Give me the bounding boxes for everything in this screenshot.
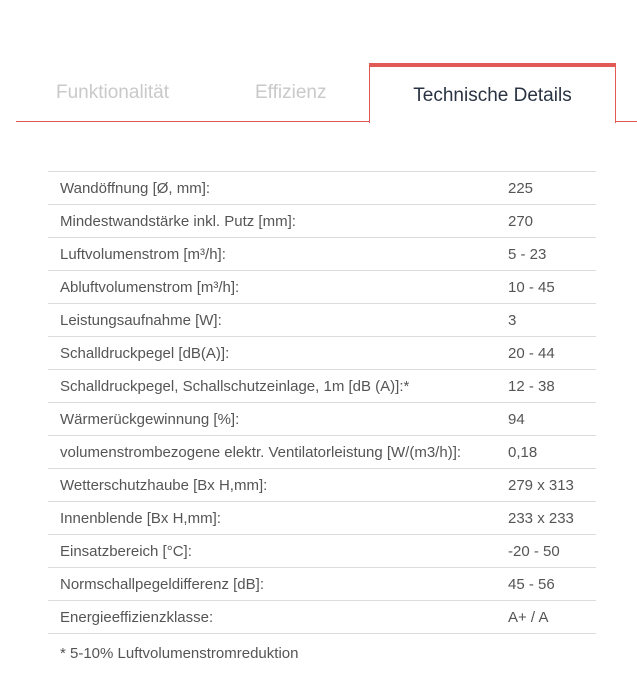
spec-value: 279 x 313 <box>508 469 596 502</box>
spec-label: Einsatzbereich [°C]: <box>48 535 508 568</box>
table-row <box>48 205 596 238</box>
footnote: * 5-10% Luftvolumenstromreduktion <box>60 645 299 662</box>
spec-value: A+ / A <box>508 601 596 634</box>
spec-value: 45 - 56 <box>508 568 596 601</box>
table-row <box>48 304 596 337</box>
table-row <box>48 568 596 601</box>
spec-label: Innenblende [Bx H,mm]: <box>48 502 508 535</box>
spec-value: 270 <box>508 205 596 238</box>
spec-value: 0,18 <box>508 436 596 469</box>
spec-label: Energieeffizienzklasse: <box>48 601 508 634</box>
tab-funktionalitaet[interactable]: Funktionalität <box>56 82 170 103</box>
spec-label: Wandöffnung [Ø, mm]: <box>48 172 508 205</box>
tab-divider <box>616 121 637 122</box>
spec-label: Schalldruckpegel [dB(A)]: <box>48 337 508 370</box>
tab-effizienz[interactable]: Effizienz <box>255 82 327 103</box>
table-row <box>48 601 596 634</box>
spec-label: Schalldruckpegel, Schallschutzeinlage, 1m [dB (A)]:* <box>48 370 508 403</box>
spec-value: -20 - 50 <box>508 535 596 568</box>
table-row <box>48 172 596 205</box>
spec-value: 10 - 45 <box>508 271 596 304</box>
spec-label: Luftvolumenstrom [m³/h]: <box>48 238 508 271</box>
tab-divider <box>16 121 369 122</box>
table-row <box>48 238 596 271</box>
spec-label: Wärmerückgewinnung [%]: <box>48 403 508 436</box>
spec-value: 20 - 44 <box>508 337 596 370</box>
spec-label: Mindestwandstärke inkl. Putz [mm]: <box>48 205 508 238</box>
spec-value: 3 <box>508 304 596 337</box>
tab-technische-details[interactable] <box>369 63 616 123</box>
spec-value: 233 x 233 <box>508 502 596 535</box>
spec-label: volumenstrombezogene elektr. Ventilatorleistung [W/(m3/h)]: <box>48 436 508 469</box>
spec-label: Abluftvolumenstrom [m³/h]: <box>48 271 508 304</box>
table-row <box>48 337 596 370</box>
spec-label: Leistungsaufnahme [W]: <box>48 304 508 337</box>
spec-label: Wetterschutzhaube [Bx H,mm]: <box>48 469 508 502</box>
spec-value: 225 <box>508 172 596 205</box>
spec-label: Normschallpegeldifferenz [dB]: <box>48 568 508 601</box>
table-row <box>48 436 596 469</box>
table-row <box>48 502 596 535</box>
table-row <box>48 403 596 436</box>
spec-value: 12 - 38 <box>508 370 596 403</box>
spec-value: 94 <box>508 403 596 436</box>
tab-label: Technische Details <box>413 85 572 106</box>
table-row <box>48 535 596 568</box>
tab-bar <box>0 0 637 124</box>
table-row <box>48 469 596 502</box>
spec-value: 5 - 23 <box>508 238 596 271</box>
table-row <box>48 370 596 403</box>
table-row <box>48 271 596 304</box>
specs-table <box>48 171 596 634</box>
